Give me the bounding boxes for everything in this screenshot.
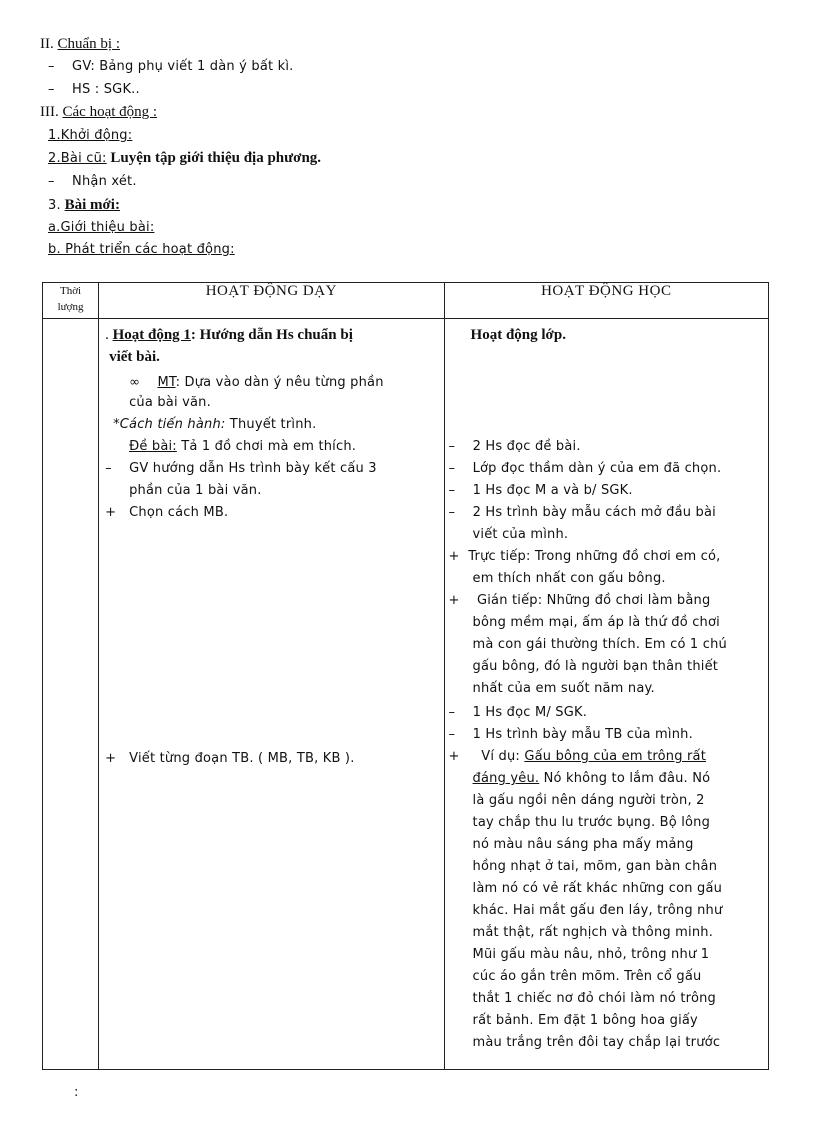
header-learning: HOẠT ĐỘNG HỌC xyxy=(444,283,768,319)
teach-guidance xyxy=(105,459,377,479)
dash-bullet: – xyxy=(105,461,112,476)
example-line-3: là gấu ngồi nên dáng người tròn, 2 xyxy=(472,793,705,808)
teach-method xyxy=(113,415,316,435)
learn-item-3-text: 1 Hs đọc M a và b/ SGK. xyxy=(472,483,633,498)
learn-item-2 xyxy=(449,459,722,479)
learn-item-4-text: 2 Hs trình bày mẫu cách mở đầu bài xyxy=(472,505,716,520)
dash-bullet: – xyxy=(48,59,55,74)
write-body-text: Viết từng đoạn TB. ( MB, TB, KB ). xyxy=(129,751,355,766)
header-teaching: HOẠT ĐỘNG DẠY xyxy=(99,283,444,319)
example-line-2 xyxy=(473,769,711,789)
activities-heading-number: III. xyxy=(40,104,59,120)
section-development xyxy=(48,240,235,260)
method-label: *Cách tiến hành: xyxy=(113,417,226,432)
table-body-row xyxy=(43,319,769,1070)
activities-heading xyxy=(40,102,157,122)
learn-item-1-text: 2 Hs đọc đề bài. xyxy=(472,439,581,454)
teach-line-2: viết bài. xyxy=(109,349,160,365)
section-new-lesson xyxy=(48,195,120,216)
teach-choose-intro xyxy=(105,503,228,523)
choose-intro-text: Chọn cách MB. xyxy=(129,505,229,520)
example-line-12: thắt 1 chiếc nơ đỏ chói làm nó trông xyxy=(472,991,716,1006)
example-line-2-text: Nó không to lắm đâu. Nó xyxy=(539,771,711,786)
example-line-13: rất bảnh. Em đặt 1 bông hoa giấy xyxy=(472,1013,698,1028)
learning-cell xyxy=(444,319,768,1070)
section-new-lesson-label: Bài mới: xyxy=(64,197,120,213)
learn-indirect-intro xyxy=(449,591,711,611)
dash-bullet: – xyxy=(48,82,55,97)
indirect-intro-cont-2: mà con gái thường thích. Em có 1 chú xyxy=(472,637,727,652)
example-line-6: hồng nhạt ở tai, mõm, gan bàn chân xyxy=(472,859,718,874)
dash-bullet: – xyxy=(448,727,456,742)
plus-bullet: + xyxy=(448,593,460,608)
activities-heading-text: Các hoạt động : xyxy=(62,104,158,120)
learn-item-2-text: Lớp đọc thầm dàn ý của em đã chọn. xyxy=(472,461,722,476)
activity-1-title: Hoạt động 1 xyxy=(112,327,191,343)
indirect-intro-cont-1: bông mềm mại, ấm áp là thứ đồ chơi xyxy=(472,615,720,630)
activity-table xyxy=(42,282,769,1070)
section-development-text: b. Phát triển các hoạt động: xyxy=(48,242,235,257)
teach-line-1-prefix: . xyxy=(105,327,109,343)
assignment-text: Tả 1 đồ chơi mà em thích. xyxy=(176,439,357,454)
teach-objective xyxy=(129,373,384,393)
example-line-11: cúc áo gắn trên mõm. Trên cổ gấu xyxy=(472,969,702,984)
plus-bullet: + xyxy=(105,751,117,766)
section-warmup: 1.Khởi động: xyxy=(48,128,133,143)
indirect-intro-cont-4: nhất của em suốt năm nay. xyxy=(472,681,655,696)
direct-intro-cont: em thích nhất con gấu bông. xyxy=(472,571,666,586)
header-time-line2: lượng xyxy=(57,301,84,313)
prep-gv-text: GV: Bảng phụ viết 1 dàn ý bất kì. xyxy=(72,59,294,74)
indirect-intro-text: Gián tiếp: Những đồ chơi làm bằng xyxy=(476,593,711,608)
objective-bullet-icon: ∞ xyxy=(129,375,141,390)
section-new-lesson-number: 3. xyxy=(48,198,61,213)
dash-bullet: – xyxy=(448,705,456,720)
teaching-cell xyxy=(99,319,444,1070)
example-line-8: khác. Hai mắt gấu đen láy, trông như xyxy=(472,903,723,918)
method-text: Thuyết trình. xyxy=(225,417,317,432)
prep-hs-item xyxy=(48,80,140,100)
learn-item-4-cont: viết của mình. xyxy=(472,527,569,542)
example-title-cont: đáng yêu. xyxy=(472,771,540,786)
teach-assignment xyxy=(129,437,356,457)
footer-mark: : xyxy=(74,1085,79,1100)
section-review xyxy=(48,148,321,169)
learn-item-1 xyxy=(449,437,581,457)
teach-line-1 xyxy=(105,325,435,345)
section-introduction: a.Giới thiệu bài: xyxy=(48,220,155,235)
teach-objective-cont: của bài văn. xyxy=(129,395,211,410)
header-time-line1: Thời xyxy=(59,285,82,297)
example-line-9: mắt thật, rất nghịch và thông minh. xyxy=(472,925,714,940)
example-line-5: nó màu nâu sáng pha mấy mảng xyxy=(472,837,694,852)
dash-bullet: – xyxy=(448,439,456,454)
plus-bullet: + xyxy=(448,749,460,764)
learn-item-6 xyxy=(449,725,693,745)
learn-item-6-text: 1 Hs trình bày mẫu TB của mình. xyxy=(472,727,693,742)
indirect-intro-cont-3: gấu bông, đó là người bạn thân thiết xyxy=(472,659,719,674)
dash-bullet: – xyxy=(448,505,456,520)
learn-direct-intro xyxy=(449,547,721,567)
table-header-row xyxy=(43,283,769,319)
prep-hs-text: HS : SGK.. xyxy=(72,82,140,97)
example-line-14: màu trắng trên đôi tay chắp lại trước xyxy=(472,1035,721,1050)
section-review-text: Luyện tập giới thiệu địa phương. xyxy=(110,150,322,166)
prep-heading-number: II. xyxy=(40,36,54,52)
example-title: Gấu bông của em trông rất xyxy=(524,749,707,764)
learn-example xyxy=(449,747,707,767)
prep-heading xyxy=(40,34,120,54)
dash-bullet: – xyxy=(448,483,456,498)
plus-bullet: + xyxy=(105,505,117,520)
learn-class-activity: Hoạt động lớp. xyxy=(470,327,566,343)
review-note-text: Nhận xét. xyxy=(72,174,137,189)
example-line-7: làm nó có vẻ rất khác những con gấu xyxy=(472,881,723,896)
example-line-4: tay chắp thu lu trước bụng. Bộ lông xyxy=(472,815,711,830)
teach-write-body xyxy=(105,749,354,769)
section-review-label: 2.Bài cũ: xyxy=(48,151,107,166)
learn-item-5-text: 1 Hs đọc M/ SGK. xyxy=(472,705,588,720)
prep-heading-text: Chuẩn bị : xyxy=(57,36,120,52)
guidance-text: GV hướng dẫn Hs trình bày kết cấu 3 xyxy=(129,461,377,476)
example-line-10: Mũi gấu màu nâu, nhỏ, trông như 1 xyxy=(472,947,710,962)
teach-guidance-cont: phần của 1 bài văn. xyxy=(129,483,262,498)
review-note-item xyxy=(48,172,137,192)
header-time xyxy=(43,283,99,319)
direct-intro-text: Trực tiếp: Trong những đồ chơi em có, xyxy=(468,549,721,564)
assignment-label: Đề bài: xyxy=(129,439,177,454)
learn-item-4 xyxy=(449,503,716,523)
objective-label: MT xyxy=(157,375,176,390)
learn-item-5 xyxy=(449,703,588,723)
learn-item-3 xyxy=(449,481,633,501)
time-cell xyxy=(43,319,99,1070)
dash-bullet: – xyxy=(48,174,55,189)
prep-gv-item xyxy=(48,57,294,77)
example-label: Ví dụ: xyxy=(481,749,521,764)
plus-bullet: + xyxy=(448,549,460,564)
dash-bullet: – xyxy=(448,461,456,476)
objective-text: : Dựa vào dàn ý nêu từng phần xyxy=(175,375,384,390)
activity-1-subtitle: : Hướng dẫn Hs chuẩn bị xyxy=(190,327,353,343)
